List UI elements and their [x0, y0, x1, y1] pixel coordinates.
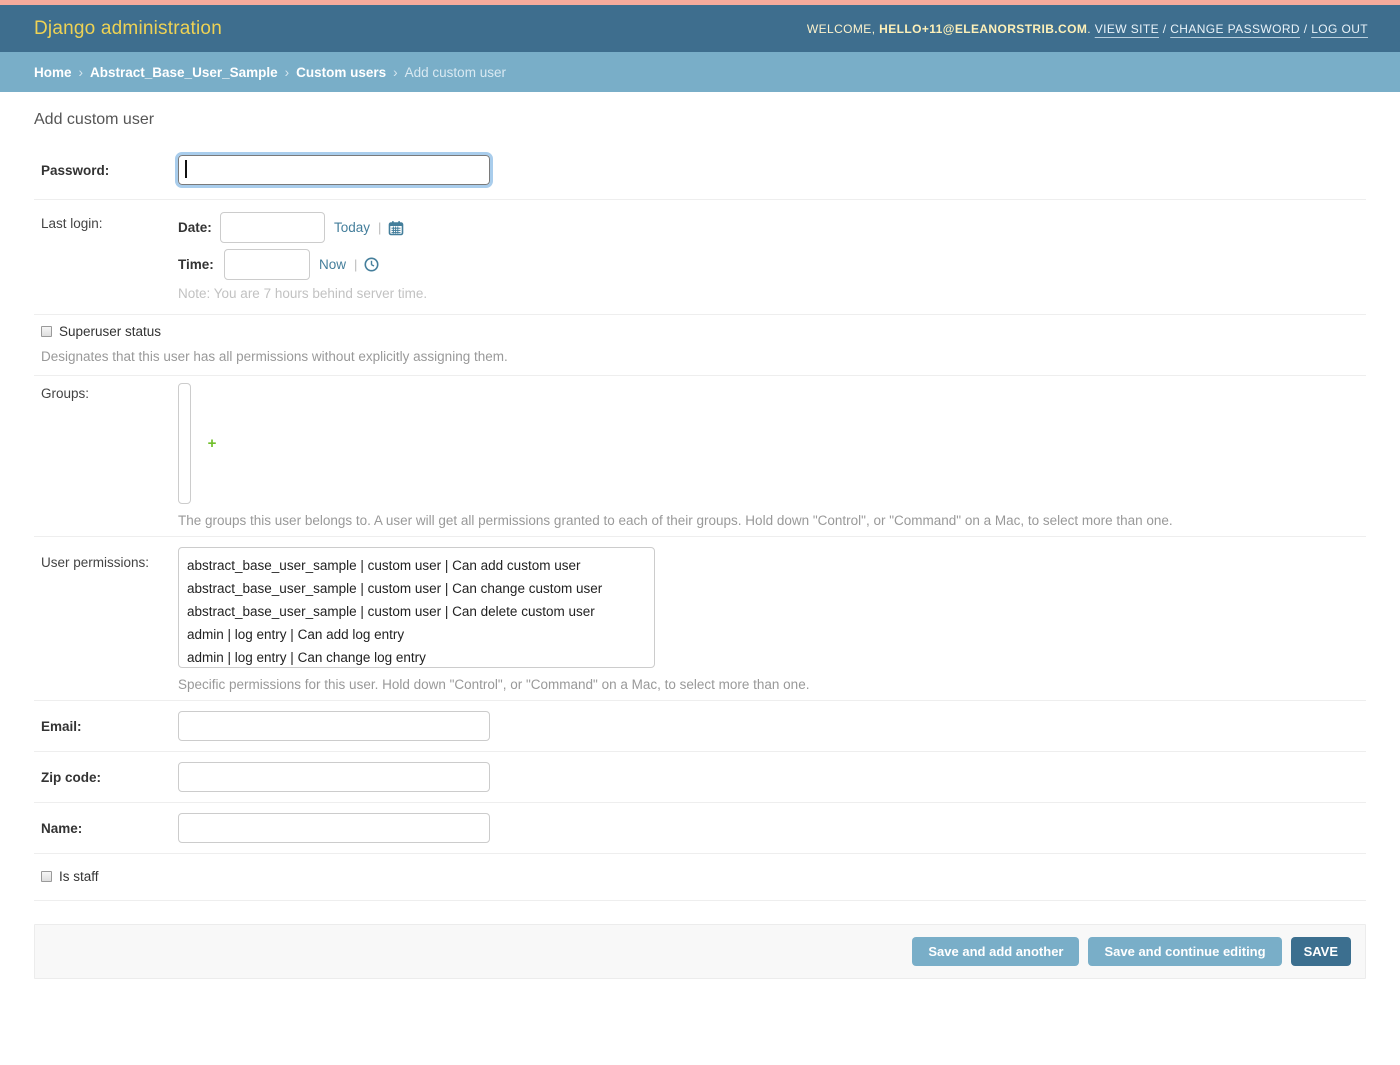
time-label: Time:: [178, 257, 214, 272]
breadcrumb-current: Add custom user: [404, 64, 506, 80]
zip-code-label: Zip code:: [41, 770, 101, 785]
time-input[interactable]: [224, 249, 310, 280]
name-input[interactable]: [178, 813, 490, 843]
link-separator: /: [1303, 21, 1308, 36]
pipe-separator: |: [378, 220, 382, 235]
main-content: [0, 111, 1400, 979]
password-label: Password:: [41, 163, 110, 178]
form-row-password: [34, 138, 1366, 200]
welcome-period: .: [1087, 21, 1091, 36]
admin-header: [0, 5, 1400, 52]
form-row-email: [34, 701, 1366, 752]
save-and-add-another-button[interactable]: Save and add another: [912, 937, 1079, 966]
form-row-name: [34, 803, 1366, 854]
permission-option[interactable]: abstract_base_user_sample | custom user | Can add custom user: [187, 558, 581, 573]
groups-help: The groups this user belongs to. A user will get all permissions granted to each of their groups. Hold down "Control", or "Command" on a Mac, to select more than one.: [178, 513, 1173, 528]
superuser-help: Designates that this user has all permissions without explicitly assigning them.: [41, 349, 508, 364]
groups-multiselect[interactable]: [178, 383, 191, 504]
zip-code-input[interactable]: [178, 762, 490, 792]
permission-option[interactable]: abstract_base_user_sample | custom user | Can delete custom user: [187, 604, 595, 619]
is-staff-checkbox[interactable]: [41, 871, 52, 882]
email-input[interactable]: [178, 711, 490, 741]
submit-row: [34, 924, 1366, 979]
save-button[interactable]: SAVE: [1291, 937, 1351, 966]
groups-label: Groups:: [41, 386, 90, 401]
log-out-link[interactable]: LOG OUT: [1311, 21, 1368, 36]
save-and-continue-editing-button[interactable]: Save and continue editing: [1088, 937, 1281, 966]
permission-option[interactable]: abstract_base_user_sample | custom user | Can change custom user: [187, 581, 603, 596]
breadcrumb-home[interactable]: Home: [34, 64, 72, 80]
form-row-groups: [34, 376, 1366, 537]
last-login-label: Last login:: [41, 216, 103, 231]
breadcrumb-model[interactable]: Custom users: [296, 64, 387, 80]
form-row-zip-code: [34, 752, 1366, 803]
breadcrumb-separator: ›: [78, 64, 84, 80]
is-staff-label: Is staff: [59, 869, 99, 884]
breadcrumb-separator: ›: [284, 64, 290, 80]
timezone-note: Note: You are 7 hours behind server time.: [178, 286, 428, 301]
text-cursor: [185, 160, 187, 178]
calendar-icon[interactable]: [388, 220, 404, 236]
date-input[interactable]: [220, 212, 325, 243]
today-link[interactable]: Today: [334, 220, 371, 235]
user-email: HELLO+11@ELEANORSTRIB.COM: [879, 21, 1088, 36]
email-label: Email:: [41, 719, 82, 734]
breadcrumb-app[interactable]: Abstract_Base_User_Sample: [90, 64, 278, 80]
change-password-link[interactable]: CHANGE PASSWORD: [1170, 21, 1300, 36]
date-label: Date:: [178, 220, 212, 235]
form-row-is-staff: [34, 854, 1366, 901]
page-title: Add custom user: [34, 111, 155, 128]
time-line: [178, 249, 1366, 280]
user-permissions-help: Specific permissions for this user. Hold down "Control", or "Command" on a Mac, to select more than one.: [178, 677, 810, 692]
breadcrumb: [0, 52, 1400, 92]
link-separator: /: [1162, 21, 1167, 36]
form-row-last-login: [34, 200, 1366, 315]
now-link[interactable]: Now: [319, 257, 347, 272]
permission-option[interactable]: admin | log entry | Can add log entry: [187, 627, 405, 642]
form-row-superuser: [34, 315, 1366, 376]
password-input[interactable]: [178, 155, 490, 185]
user-tools: [807, 22, 1368, 36]
site-brand[interactable]: Django administration: [34, 17, 222, 39]
name-label: Name:: [41, 821, 83, 836]
form-row-user-permissions: [34, 537, 1366, 701]
view-site-link[interactable]: VIEW SITE: [1094, 21, 1159, 36]
superuser-label: Superuser status: [59, 324, 162, 339]
clock-icon[interactable]: [364, 257, 379, 272]
date-line: [178, 212, 1366, 243]
superuser-checkbox[interactable]: [41, 326, 52, 337]
user-permissions-multiselect[interactable]: [178, 547, 655, 668]
user-permissions-label: User permissions:: [41, 555, 150, 570]
welcome-label: WELCOME,: [806, 21, 876, 36]
pipe-separator: |: [354, 257, 358, 272]
breadcrumb-separator: ›: [393, 64, 398, 80]
permission-option[interactable]: admin | log entry | Can change log entry: [187, 650, 426, 665]
add-group-link[interactable]: +: [207, 435, 217, 452]
